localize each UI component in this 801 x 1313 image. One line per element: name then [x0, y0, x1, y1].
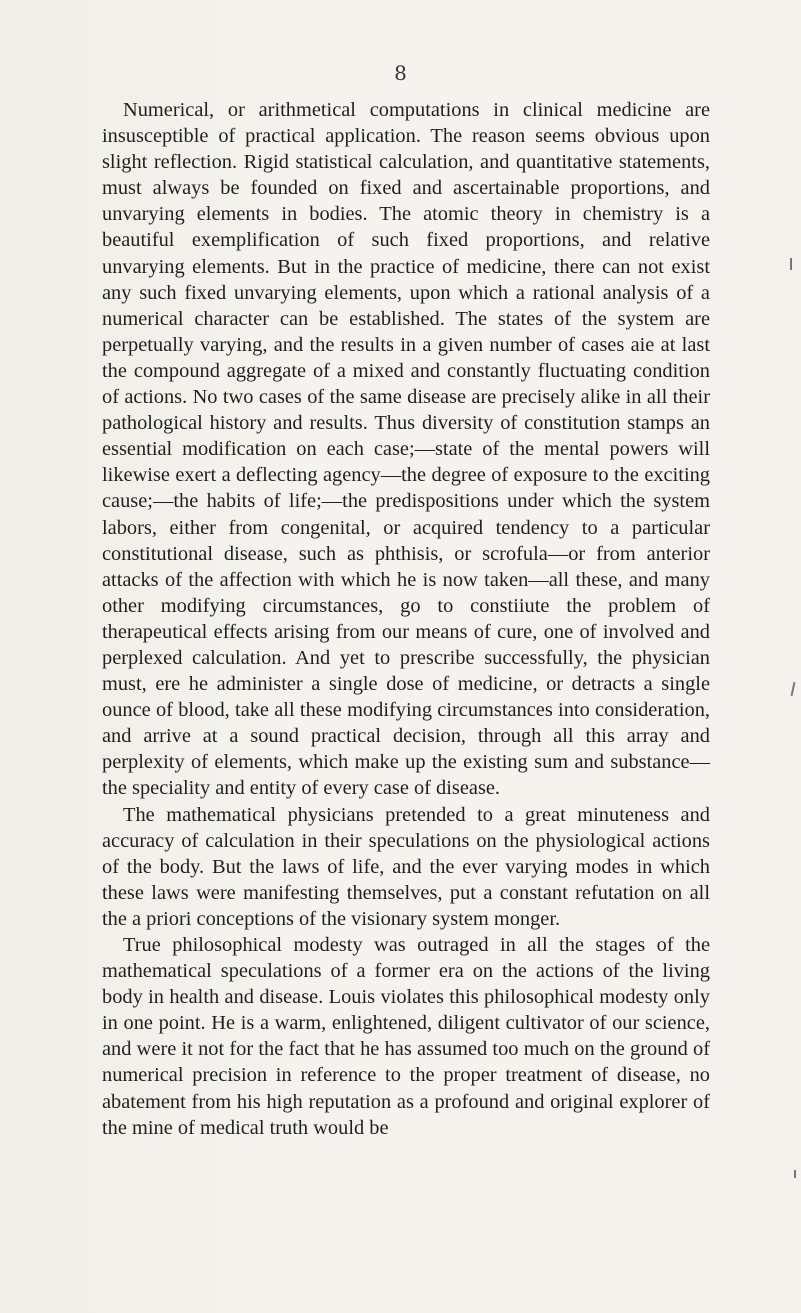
margin-mark [794, 1170, 796, 1178]
paragraph-mathematical-physicians: The mathematical physicians pretended to a great minuteness and accuracy of calculation in their speculations on the physiological actions of the body. But the laws of life, and the ever varying modes in which these laws were manifesting themselves, put a constant refutation on all the a priori conceptions of the visionary system monger. [102, 803, 710, 930]
paragraph-philosophical-modesty: True philosophical modesty was outraged in all the stages of the mathematical speculations of a former era on the actions of the living body in health and disease. Louis violates this philosophical modesty only in one point. He is a warm, enlightened, diligent cultivator of our science, and were it not for the fact that he has assumed too much on the ground of numerical precision in reference to the proper treatment of disease, no abatement from his high reputation as a profound and original explorer of the mine of medical truth would be [102, 934, 710, 1139]
margin-mark [791, 682, 796, 696]
body-text [102, 97, 710, 1141]
paragraph-numerical-computations: Numerical, or arithmetical computations in clinical medicine are insusceptible of practical application. The reason seems obvious upon slight reflection. Rigid statistical calculation, and quantitative statements, must always be founded on fixed and ascertainable proportions, and unvarying elements in bodies. The atomic theory in chemistry is a beautiful exemplification of such fixed proportions, and relative unvarying elements. But in the practice of medicine, there can not exist any such fixed unvarying elements, upon which a rational analysis of a numerical character can be established. The states of the system are perpetually varying, and the results in a given number of cases aie at last the compound aggregate of a mixed and constantly fluctuating condition of actions. No two cases of the same disease are precisely alike in all their pathological history and results. Thus diversity of constitution stamps an essential modification on each case;—state of the mental powers will likewise exert a deflecting agency—the degree of exposure to the exciting cause;—the habits of life;—the predispositions under which the system labors, either from congenital, or acquired tendency to a particular constitutional disease, such as phthisis, or scrofula—or from anterior attacks of the affection with which he is now taken—all these, and many other modifying circumstances, go to constiiute the problem of therapeutical effects arising from our means of cure, one of involved and perplexed calculation. And yet to prescribe successfully, the physician must, ere he administer a single dose of medicine, or detracts a single ounce of blood, take all these modifying circumstances into consideration, and arrive at a sound practical decision, through all this array and perplexity of elements, which make up the existing sum and substance—the speciality and entity of every case of disease. [102, 99, 710, 800]
page-number: 8 [394, 61, 407, 85]
margin-mark [790, 258, 792, 270]
